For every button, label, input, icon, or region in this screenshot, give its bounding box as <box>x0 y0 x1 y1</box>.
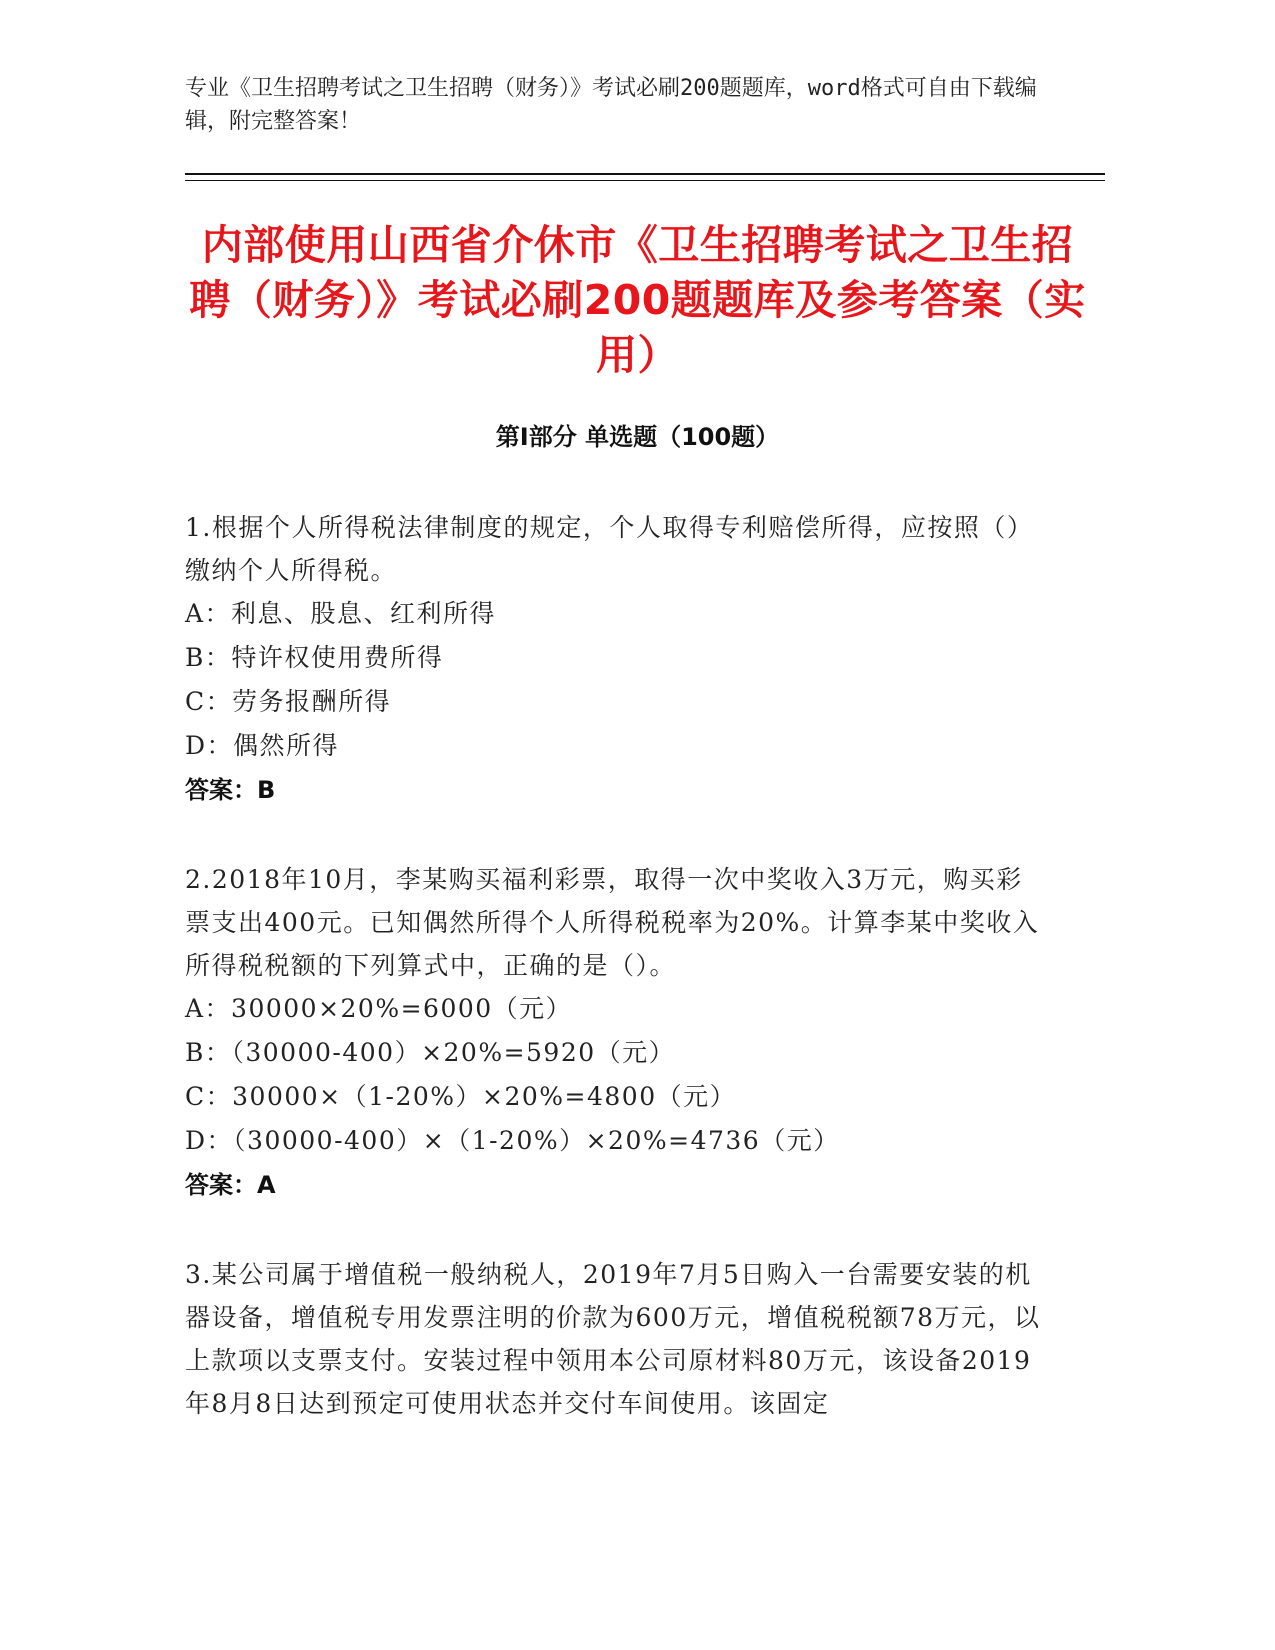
question-option-c: C：劳务报酬所得 <box>185 687 392 716</box>
question-3 <box>185 1253 1045 1425</box>
question-stem: 2.2018年10月，李某购买福利彩票，取得一次中奖收入3万元，购买彩票支出400元。已知偶然所得个人所得税税率为20%。计算李某中奖收入所得税税额的下列算式中，正确的是（）。 <box>185 865 1040 980</box>
header-rule-thick <box>185 173 1105 175</box>
question-stem: 1.根据个人所得税法律制度的规定，个人取得专利赔偿所得，应按照（）缴纳个人所得税。 <box>185 513 1034 585</box>
question-answer: 答案：B <box>185 776 276 804</box>
question-stem: 3.某公司属于增值税一般纳税人，2019年7月5日购入一台需要安装的机器设备，增值税专用发票注明的价款为600万元，增值税税额78万元，以上款项以支票支付。安装过程中领用本公司原材料80万元，该设备2019年8月8日达到预定可使用状态并交付车间使用。该固定 <box>185 1260 1041 1418</box>
question-option-d: D：偶然所得 <box>185 731 340 760</box>
question-option-b: B：（30000-400）×20%=5920（元） <box>185 1038 676 1067</box>
header-note: 专业《卫生招聘考试之卫生招聘（财务）》考试必刷200题题库，word格式可自由下载编辑，附完整答案！ <box>185 76 1037 134</box>
question-option-b: B：特许权使用费所得 <box>185 643 444 672</box>
question-list <box>185 506 1045 1471</box>
question-answer: 答案：A <box>185 1171 276 1199</box>
question-1 <box>185 506 1045 812</box>
question-option-d: D：（30000-400）×（1-20%）×20%=4736（元） <box>185 1126 840 1155</box>
question-option-a: A：30000×20%=6000（元） <box>185 994 573 1023</box>
section-title: 第I部分 单选题（100题） <box>495 423 780 451</box>
question-option-a: A：利息、股息、红利所得 <box>185 599 497 628</box>
document-title: 内部使用山西省介休市《卫生招聘考试之卫生招聘（财务）》考试必刷200题题库及参考答案（实用） <box>189 221 1086 379</box>
question-2 <box>185 858 1045 1207</box>
header-rule-thin <box>185 180 1105 181</box>
question-option-c: C：30000×（1-20%）×20%=4800（元） <box>185 1082 737 1111</box>
